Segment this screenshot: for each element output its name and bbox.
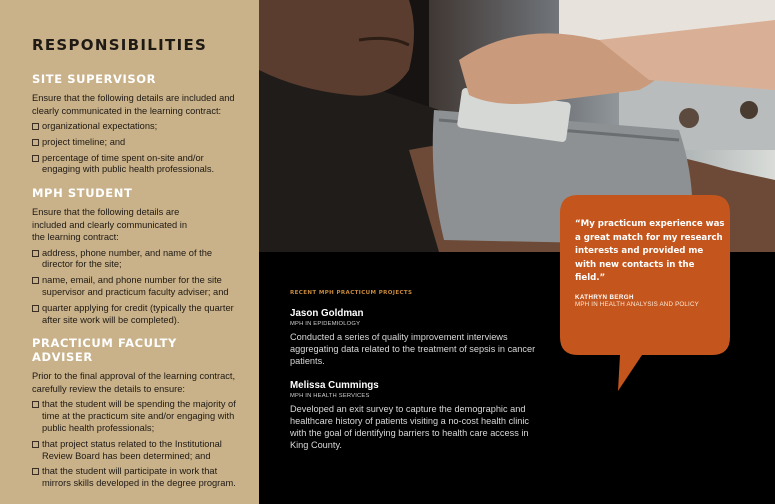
section-intro: Ensure that the following details are included and clearly communicated in the learning contract: <box>32 207 188 243</box>
project-entry <box>290 380 540 452</box>
testimonial-quote: “My practicum experience was a great match for my research interests and provided me with new contacts in the field.” <box>575 219 725 283</box>
checklist-item: percentage of time spent on-site and/or engaging with public health professionals. <box>32 153 241 177</box>
project-program: MPH IN HEALTH SERVICES <box>290 392 370 399</box>
faculty-adviser-section <box>32 336 241 490</box>
site-supervisor-section <box>32 72 241 176</box>
checklist <box>32 121 241 176</box>
checklist <box>32 399 241 490</box>
checklist-item: that the student will participate in work that mirrors skills developed in the degree program. <box>32 466 241 490</box>
page-heading: RESPONSIBILITIES <box>32 36 208 54</box>
checklist-item: project timeline; and <box>32 137 241 149</box>
section-title: MPH STUDENT <box>32 186 133 201</box>
section-intro: Ensure that the following details are included and clearly communicated in the learning contract: <box>32 93 235 116</box>
checklist-item: name, email, and phone number for the site supervisor and practicum faculty adviser; and <box>32 275 241 299</box>
project-entry <box>290 308 540 368</box>
section-intro: Prior to the final approval of the learning contract, carefully review the details to ensure: <box>32 371 236 394</box>
projects-header: RECENT MPH PRACTICUM PROJECTS <box>290 290 413 296</box>
checklist-item: that project status related to the Institutional Review Board has been determined; and <box>32 439 241 463</box>
section-title: PRACTICUM FACULTY ADVISER <box>32 336 177 365</box>
testimonial <box>575 218 725 308</box>
bystander-head <box>740 101 758 119</box>
bystander-head <box>679 108 699 128</box>
section-title: SITE SUPERVISOR <box>32 72 157 86</box>
checklist <box>32 248 241 327</box>
responsibilities-panel <box>0 0 259 504</box>
project-student-name: Jason Goldman <box>290 308 364 319</box>
project-program: MPH IN EPIDEMIOLOGY <box>290 321 361 327</box>
checklist-item: address, phone number, and name of the director for the site; <box>32 248 241 272</box>
project-description: Developed an exit survey to capture the demographic and healthcare history of patients visiting a no-cost health clinic with the goal of identifying barriers to health care access in King County. <box>290 403 530 451</box>
practicum-projects <box>290 290 540 463</box>
checklist-item: that the student will be spending the majority of time at the practicum site and/or engaging with public health professionals; <box>32 399 241 434</box>
project-description: Conducted a series of quality improvement interviews aggregating data related to the treatment of sepsis in cancer patients. <box>290 332 536 367</box>
checklist-item: organizational expectations; <box>32 121 241 133</box>
testimonial-program: MPH IN HEALTH ANALYSIS AND POLICY <box>575 300 699 308</box>
testimonial-author: KATHRYN BERGH <box>575 293 634 301</box>
checklist-item: quarter applying for credit (typically the quarter after site work will be completed). <box>32 303 241 327</box>
project-student-name: Melissa Cummings <box>290 379 379 391</box>
mph-student-section <box>32 186 241 326</box>
